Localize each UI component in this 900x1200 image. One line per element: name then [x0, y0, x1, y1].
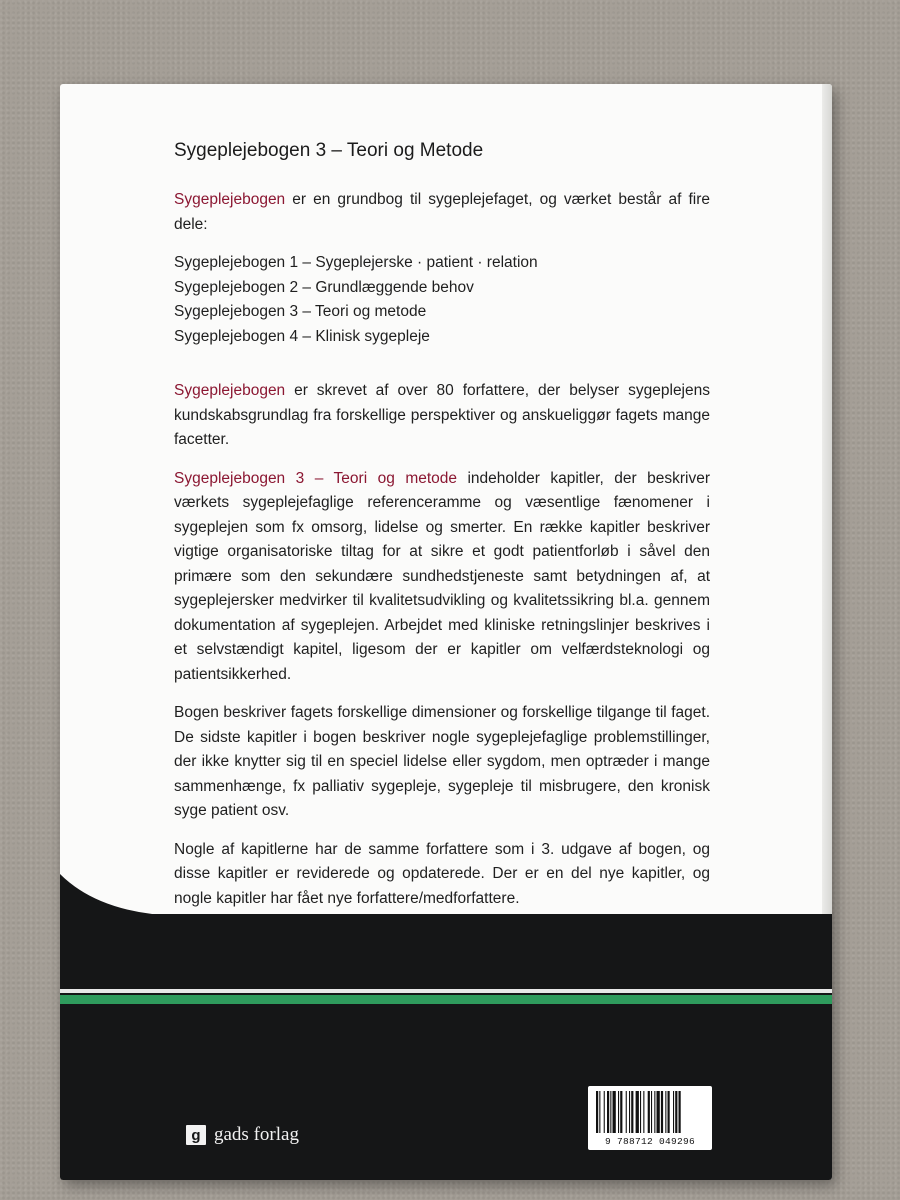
- barcode-bar: [618, 1091, 619, 1133]
- book-back-cover: [60, 84, 832, 1180]
- authors-highlight: Sygeplejebogen: [174, 382, 286, 399]
- barcode-bar: [640, 1091, 641, 1133]
- barcode-bar: [613, 1091, 616, 1133]
- contents-text: indeholder kapitler, der beskriver værkets sygeplejefaglige referenceramme og væsentlige fænomener i sygeplejen som fx omsorg, lidelse og smerter. En række kapitler beskriver vigtige organisatoriske tiltag for at sikre et godt patientforløb i såvel den primære som den sekundære sundhedstjeneste samt betydningen af, at sygeplejersker medvirker til kvalitetsudvikling og kvalitetssikring bl.a. gennem dokumentation af sygeplejen. Arbejdet med kliniske retningslinjer beskrives i et selvstændigt kapitel, ligesom der er kapitler om velfærdsteknologi og patientsikkerhed.: [174, 469, 710, 683]
- paragraph-dimensions: Bogen beskriver fagets forskellige dimensioner og forskellige tilgange til faget. De sidste kapitler i bogen beskriver nogle sygeplejefaglige problemstillinger, der ikke knytter sig til en speciel lidelse eller sygdom, men optræder i mange sammenhænge, fx palliativ sygepleje, sygepleje til misbrugere, den kronisk syge patient osv.: [174, 704, 710, 819]
- part-item: Sygeplejebogen 4 – Klinisk sygepleje: [174, 327, 430, 345]
- cover-text: [174, 138, 710, 925]
- barcode-bar: [631, 1091, 633, 1133]
- dark-footer-band: [60, 914, 832, 1180]
- authors-text: er skrevet af over 80 forfattere, der belyser sygeplejens kundskabsgrundlag fra forskellige perspektiver og anskueliggør fagets mange facetter.: [174, 382, 710, 448]
- barcode-bar: [629, 1091, 630, 1133]
- part-item: Sygeplejebogen 1 – Sygeplejerske · patient · relation: [174, 254, 538, 271]
- barcode-bar: [643, 1091, 644, 1133]
- paragraph-edition: Nogle af kapitlerne har de samme forfattere som i 3. udgave af bogen, og disse kapitler er reviderede og opdaterede. Der er en del nye kapitler, og nogle kapitler har fået nye forfattere/medforfattere.: [174, 840, 710, 907]
- part-item: Sygeplejebogen 2 – Grundlæggende behov: [174, 278, 474, 296]
- parts-list: [174, 251, 710, 349]
- barcode-bar: [657, 1091, 660, 1133]
- paragraph-contents: [174, 467, 710, 688]
- barcode-bar: [679, 1091, 681, 1133]
- barcode-bar: [661, 1091, 663, 1133]
- part-item: Sygeplejebogen 3 – Teori og metode: [174, 303, 427, 320]
- intro-text: er en grundbog til sygeplejefaget, og værket består af fire dele:: [174, 191, 710, 233]
- barcode-bar: [620, 1091, 622, 1133]
- intro-highlight: Sygeplejebogen: [174, 191, 286, 208]
- barcode-bar: [648, 1091, 650, 1133]
- barcode-bars: [596, 1091, 704, 1133]
- white-stripe: [60, 989, 832, 993]
- barcode-bar: [610, 1091, 611, 1133]
- contents-highlight: Sygeplejebogen 3 – Teori og metode: [174, 469, 458, 487]
- publisher-logo: g: [186, 1125, 206, 1145]
- barcode-bar: [626, 1091, 627, 1133]
- barcode-bar: [675, 1091, 677, 1133]
- barcode-bar: [673, 1091, 674, 1133]
- intro-paragraph: [174, 188, 710, 237]
- barcode-bar: [668, 1091, 670, 1133]
- barcode-bar: [596, 1091, 598, 1133]
- isbn-number: 9 788712 049296: [604, 1136, 695, 1147]
- publisher-name: gads forlag: [214, 1124, 299, 1145]
- publisher-mark: [186, 1124, 299, 1146]
- barcode: [588, 1086, 712, 1150]
- barcode-bar: [607, 1091, 609, 1133]
- barcode-bar: [665, 1091, 666, 1133]
- book-title: Sygeplejebogen 3 – Teori og Metode: [174, 140, 484, 161]
- barcode-bar: [654, 1091, 655, 1133]
- barcode-bar: [636, 1091, 639, 1133]
- green-stripe: [60, 995, 832, 1004]
- barcode-bar: [604, 1091, 605, 1133]
- paragraph-authors: [174, 379, 710, 453]
- barcode-bar: [651, 1091, 652, 1133]
- barcode-bar: [599, 1091, 600, 1133]
